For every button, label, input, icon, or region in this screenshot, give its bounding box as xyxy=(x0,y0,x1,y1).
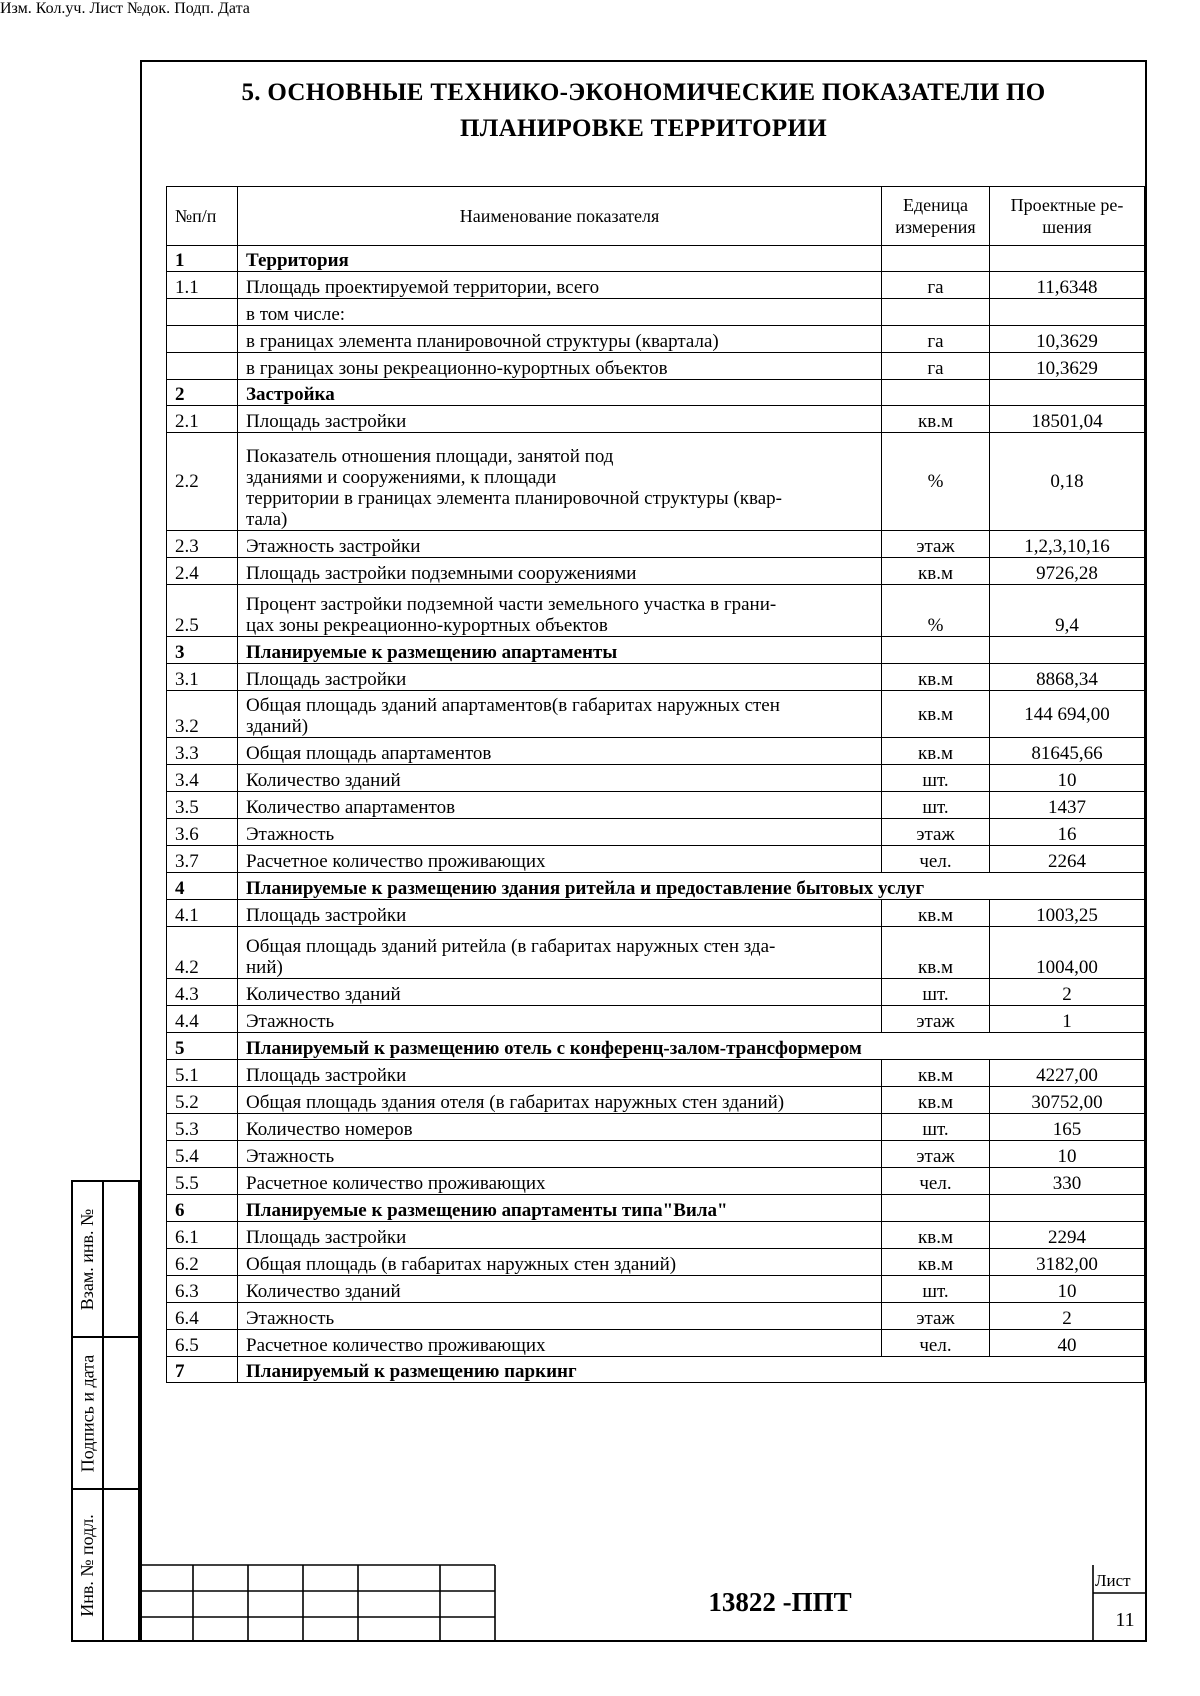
cell-value: 165 xyxy=(990,1114,1145,1141)
side-label-replaced-inv: Взам. инв. № xyxy=(77,1208,97,1310)
cell-unit: этаж xyxy=(882,1006,990,1033)
cell-name: Площадь проектируемой территории, всего xyxy=(238,272,882,299)
cell-unit: шт. xyxy=(882,792,990,819)
cell-name: Площадь застройки xyxy=(238,664,882,691)
cell-value: 4227,00 xyxy=(990,1060,1145,1087)
cell-num: 4.4 xyxy=(167,1006,238,1033)
cell-name: в границах элемента планировочной структуры (квартала) xyxy=(238,326,882,353)
document-code: 13822 -ППТ xyxy=(708,1587,852,1617)
cell-name: Площадь застройки подземными сооружениями xyxy=(238,558,882,585)
cell-num: 3.3 xyxy=(167,738,238,765)
sheet-number: 11 xyxy=(1115,1609,1135,1631)
cell-value: 18501,04 xyxy=(990,406,1145,433)
cell-name: Этажность xyxy=(238,1006,882,1033)
cell-name: Площадь застройки xyxy=(238,1060,882,1087)
cell-num: 5.5 xyxy=(167,1168,238,1195)
cell-value: 8868,34 xyxy=(990,664,1145,691)
cell-num: 4.2 xyxy=(167,927,238,979)
cell-num: 6.3 xyxy=(167,1276,238,1303)
cell-unit: этаж xyxy=(882,1303,990,1330)
cell-name: Общая площадь зданий апартаментов(в габаритах наружных стен зданий) xyxy=(238,691,882,738)
cell-unit: этаж xyxy=(882,1141,990,1168)
cell-num: 6.5 xyxy=(167,1330,238,1357)
cell-unit: кв.м xyxy=(882,691,990,738)
cell-name: Расчетное количество проживающих xyxy=(238,846,882,873)
cell-unit: шт. xyxy=(882,1114,990,1141)
cell-value: 144 694,00 xyxy=(990,691,1145,738)
cell-num: 6.1 xyxy=(167,1222,238,1249)
cell-name: Планируемый к размещению паркинг xyxy=(238,1357,1145,1383)
cell-unit: га xyxy=(882,326,990,353)
cell-num: 5.4 xyxy=(167,1141,238,1168)
cell-value: 81645,66 xyxy=(990,738,1145,765)
side-label-signature-date: Подпись и дата xyxy=(77,1354,97,1472)
cell-unit: чел. xyxy=(882,1168,990,1195)
cell-num: 7 xyxy=(167,1357,238,1383)
cell-value: 10 xyxy=(990,765,1145,792)
cell-value: 1437 xyxy=(990,792,1145,819)
tb-izm: Изм. xyxy=(0,0,32,17)
cell-value: 11,6348 xyxy=(990,272,1145,299)
cell-name: Площадь застройки xyxy=(238,406,882,433)
cell-name: Показатель отношения площади, занятой под зданиями и сооружениями, к площади территории в границах элемента планировочной структуры (квар- тала) xyxy=(238,433,882,531)
title-line-1: 5. ОСНОВНЫЕ ТЕХНИКО-ЭКОНОМИЧЕСКИЕ ПОКАЗАТЕЛИ ПО xyxy=(241,79,1046,106)
cell-num: 4.1 xyxy=(167,900,238,927)
cell-unit: кв.м xyxy=(882,664,990,691)
cell-num: 2.5 xyxy=(167,585,238,637)
cell-name: Застройка xyxy=(238,380,882,406)
header-value-line-2: шения xyxy=(1042,217,1092,237)
side-label-inv-orig: Инв. № подл. xyxy=(77,1513,97,1617)
cell-unit: кв.м xyxy=(882,1087,990,1114)
cell-unit: этаж xyxy=(882,819,990,846)
cell-value: 10 xyxy=(990,1141,1145,1168)
cell-unit: кв.м xyxy=(882,927,990,979)
cell-unit: кв.м xyxy=(882,738,990,765)
cell-num: 1 xyxy=(167,246,238,272)
header-unit-line-1: Еденица xyxy=(902,195,969,215)
cell-num: 5.1 xyxy=(167,1060,238,1087)
cell-name: Этажность xyxy=(238,1141,882,1168)
cell-value: 1003,25 xyxy=(990,900,1145,927)
cell-value: 16 xyxy=(990,819,1145,846)
cell-name: Общая площадь здания отеля (в габаритах наружных стен зданий) xyxy=(238,1087,882,1114)
cell-value: 1 xyxy=(990,1006,1145,1033)
cell-num: 2.1 xyxy=(167,406,238,433)
sheet-label: Лист xyxy=(1095,1571,1131,1590)
cell-num: 3.2 xyxy=(167,691,238,738)
cell-value: 3182,00 xyxy=(990,1249,1145,1276)
cell-name: Общая площадь апартаментов xyxy=(238,738,882,765)
cell-num: 1.1 xyxy=(167,272,238,299)
cell-name: Этажность xyxy=(238,819,882,846)
cell-num: 5 xyxy=(167,1033,238,1060)
cell-name: Планируемые к размещению здания ритейла и предоставление бытовых услуг xyxy=(238,873,1145,900)
cell-value: 40 xyxy=(990,1330,1145,1357)
cell-num: 2.4 xyxy=(167,558,238,585)
cell-unit: кв.м xyxy=(882,406,990,433)
tb-data: Дата xyxy=(217,0,250,17)
cell-name: Количество зданий xyxy=(238,1276,882,1303)
cell-num: 2 xyxy=(167,380,238,406)
title-line-2: ПЛАНИРОВКЕ ТЕРРИТОРИИ xyxy=(460,115,827,142)
header-num: №п/п xyxy=(167,187,238,246)
cell-value: 10,3629 xyxy=(990,353,1145,380)
tb-list: Лист xyxy=(89,0,123,17)
cell-value: 10 xyxy=(990,1276,1145,1303)
cell-name: Территория xyxy=(238,246,882,272)
cell-num: 2.2 xyxy=(167,433,238,531)
cell-unit: чел. xyxy=(882,846,990,873)
cell-value: 2294 xyxy=(990,1222,1145,1249)
cell-name: в том числе: xyxy=(238,299,882,326)
header-value-line-1: Проектные ре- xyxy=(1010,195,1124,215)
cell-value: 2 xyxy=(990,979,1145,1006)
cell-name: Расчетное количество проживающих xyxy=(238,1168,882,1195)
cell-value: 10,3629 xyxy=(990,326,1145,353)
cell-name: Количество апартаментов xyxy=(238,792,882,819)
cell-name: Количество зданий xyxy=(238,979,882,1006)
cell-name: Расчетное количество проживающих xyxy=(238,1330,882,1357)
cell-value: 330 xyxy=(990,1168,1145,1195)
cell-value: 30752,00 xyxy=(990,1087,1145,1114)
cell-unit: % xyxy=(882,585,990,637)
cell-value: 1004,00 xyxy=(990,927,1145,979)
cell-name: Этажность застройки xyxy=(238,531,882,558)
cell-name: Процент застройки подземной части земельного участка в грани- цах зоны рекреационно-курортных объектов xyxy=(238,585,882,637)
cell-value: 0,18 xyxy=(990,433,1145,531)
cell-name: Количество номеров xyxy=(238,1114,882,1141)
cell-name: Площадь застройки xyxy=(238,1222,882,1249)
cell-num: 6.2 xyxy=(167,1249,238,1276)
header-unit-line-2: измерения xyxy=(895,217,976,237)
header-name: Наименование показателя xyxy=(238,187,882,246)
cell-num: 3 xyxy=(167,637,238,664)
cell-num: 3.7 xyxy=(167,846,238,873)
cell-num: 2.3 xyxy=(167,531,238,558)
cell-num: 6.4 xyxy=(167,1303,238,1330)
cell-unit: чел. xyxy=(882,1330,990,1357)
cell-unit: га xyxy=(882,272,990,299)
cell-unit: га xyxy=(882,353,990,380)
cell-unit: кв.м xyxy=(882,558,990,585)
cell-num: 3.1 xyxy=(167,664,238,691)
cell-name: Площадь застройки xyxy=(238,900,882,927)
cell-value: 2264 xyxy=(990,846,1145,873)
cell-name: Планируемые к размещению апартаменты типа"Вила" xyxy=(238,1195,882,1222)
cell-num: 3.4 xyxy=(167,765,238,792)
cell-value: 9726,28 xyxy=(990,558,1145,585)
cell-name: Планируемый к размещению отель с конференц-залом-трансформером xyxy=(238,1033,1145,1060)
cell-num: 5.2 xyxy=(167,1087,238,1114)
tb-kol-uch: Кол.уч. xyxy=(35,0,86,17)
cell-unit: % xyxy=(882,433,990,531)
cell-num: 4.3 xyxy=(167,979,238,1006)
cell-num: 3.6 xyxy=(167,819,238,846)
cell-unit: кв.м xyxy=(882,1249,990,1276)
cell-name: Планируемые к размещению апартаменты xyxy=(238,637,882,664)
cell-num: 6 xyxy=(167,1195,238,1222)
cell-unit: шт. xyxy=(882,979,990,1006)
cell-name: Общая площадь зданий ритейла (в габаритах наружных стен зда- ний) xyxy=(238,927,882,979)
cell-name: в границах зоны рекреационно-курортных объектов xyxy=(238,353,882,380)
cell-name: Этажность xyxy=(238,1303,882,1330)
cell-value: 1,2,3,10,16 xyxy=(990,531,1145,558)
cell-unit: шт. xyxy=(882,765,990,792)
cell-num: 4 xyxy=(167,873,238,900)
tb-podp: Подп. xyxy=(174,0,214,17)
cell-unit: шт. xyxy=(882,1276,990,1303)
cell-value: 2 xyxy=(990,1303,1145,1330)
cell-name: Количество зданий xyxy=(238,765,882,792)
cell-unit: этаж xyxy=(882,531,990,558)
cell-unit: кв.м xyxy=(882,1222,990,1249)
cell-num: 3.5 xyxy=(167,792,238,819)
cell-unit: кв.м xyxy=(882,900,990,927)
cell-value: 9,4 xyxy=(990,585,1145,637)
tb-ndok: №док. xyxy=(127,0,171,17)
cell-name: Общая площадь (в габаритах наружных стен зданий) xyxy=(238,1249,882,1276)
cell-num: 5.3 xyxy=(167,1114,238,1141)
cell-unit: кв.м xyxy=(882,1060,990,1087)
